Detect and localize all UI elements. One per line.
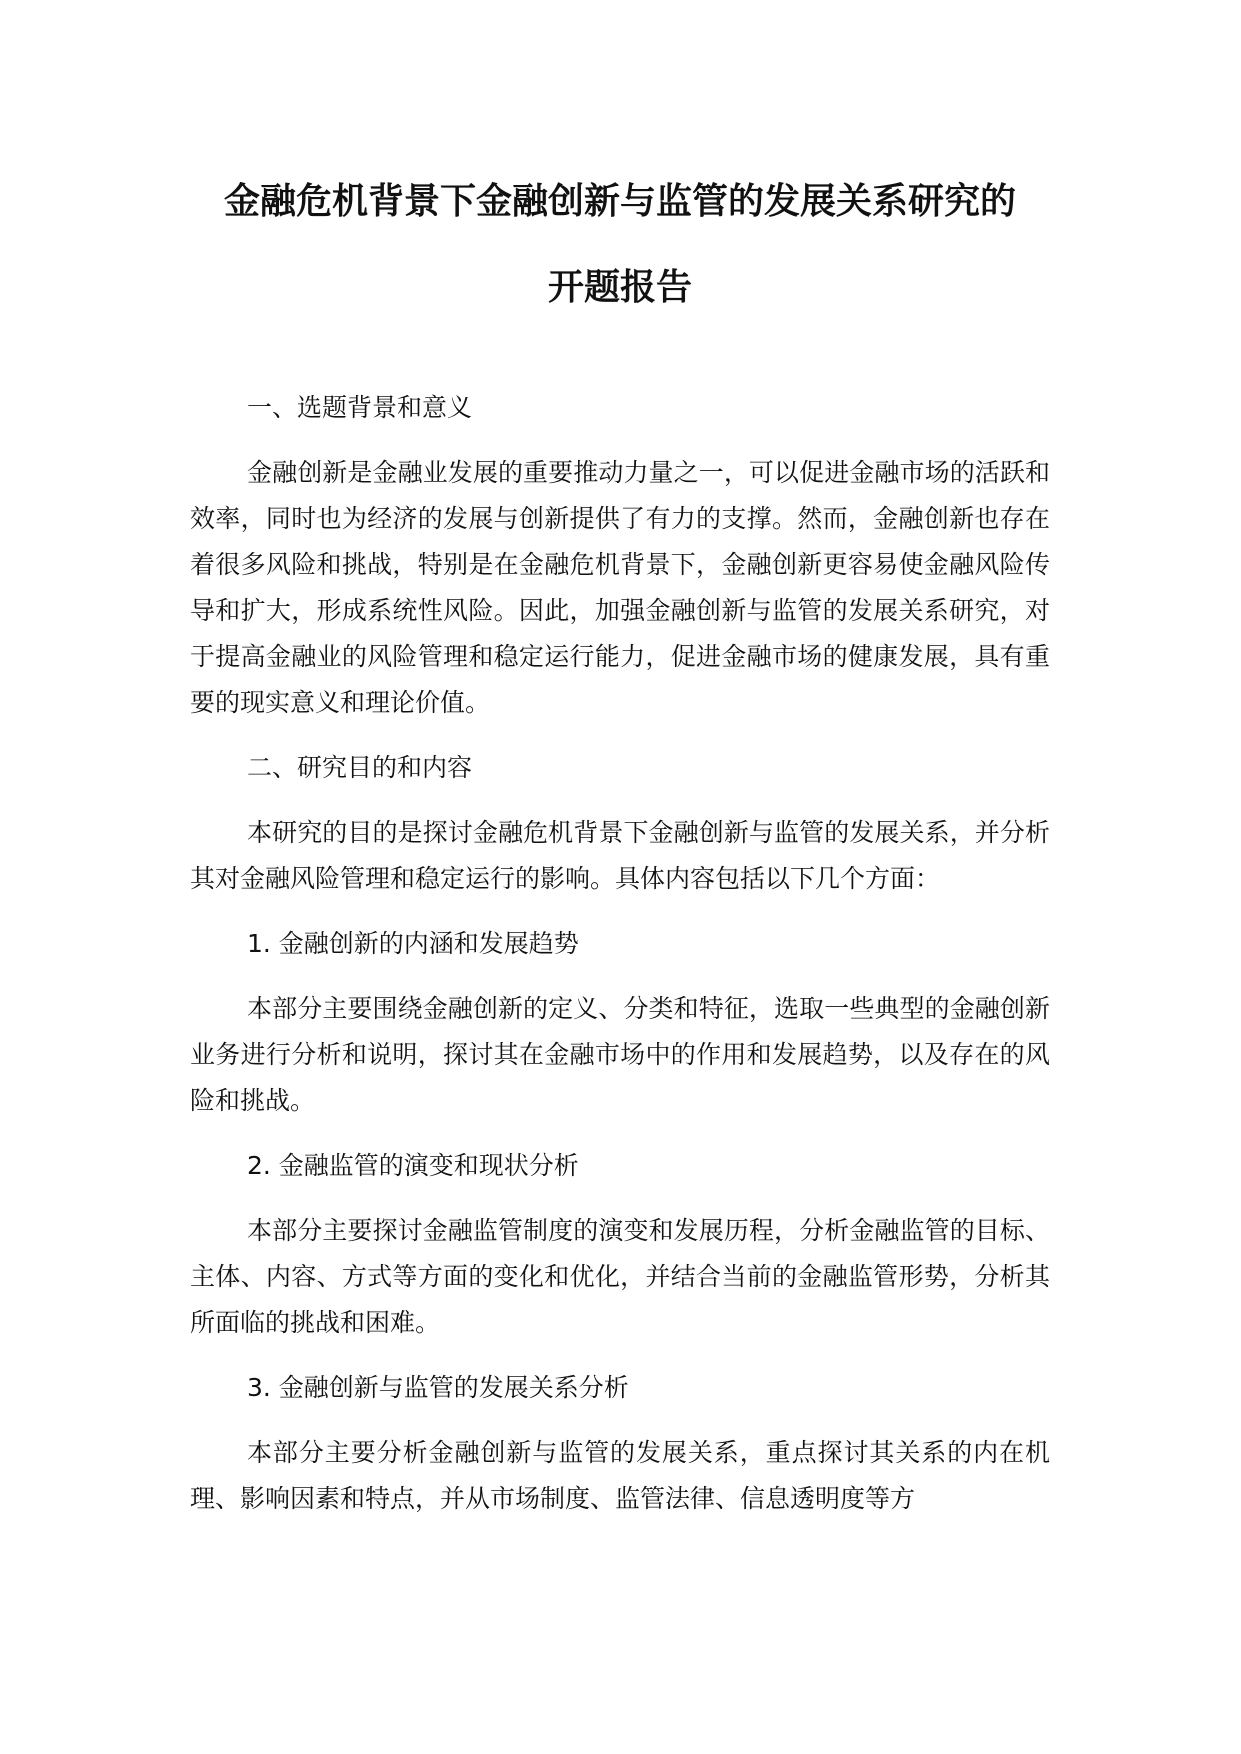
subsection-paragraph-regulation: 本部分主要探讨金融监管制度的演变和发展历程，分析金融监管的目标、主体、内容、方式等方面的变化和优化，并结合当前的金融监管形势，分析其所面临的挑战和困难。 [190, 1216, 1050, 1337]
document-title-line-2: 开题报告 [547, 267, 692, 308]
section-paragraph-objectives: 本研究的目的是探讨金融危机背景下金融创新与监管的发展关系，并分析其对金融风险管理和稳定运行的影响。具体内容包括以下几个方面： [190, 818, 1050, 893]
section-paragraph-background: 金融创新是金融业发展的重要推动力量之一，可以促进金融市场的活跃和效率，同时也为经济的发展与创新提供了有力的支撑。然而，金融创新也存在着很多风险和挑战，特别是在金融危机背景下，金融创新更容易使金融风险传导和扩大，形成系统性风险。因此，加强金融创新与监管的发展关系研究，对于提高金融业的风险管理和稳定运行能力，促进金融市场的健康发展，具有重要的现实意义和理论价值。 [190, 458, 1050, 717]
subsection-heading-relationship: 3. 金融创新与监管的发展关系分析 [247, 1373, 629, 1402]
document-body [190, 385, 1050, 1522]
subsection-paragraph-relationship: 本部分主要分析金融创新与监管的发展关系，重点探讨其关系的内在机理、影响因素和特点，并从市场制度、监管法律、信息透明度等方 [190, 1438, 1050, 1513]
subsection-heading-innovation: 1. 金融创新的内涵和发展趋势 [247, 929, 579, 958]
subsection-heading-regulation: 2. 金融监管的演变和现状分析 [247, 1151, 579, 1180]
document-title-line-1: 金融危机背景下金融创新与监管的发展关系研究的 [223, 181, 1016, 222]
subsection-paragraph-innovation: 本部分主要围绕金融创新的定义、分类和特征，选取一些典型的金融创新业务进行分析和说明，探讨其在金融市场中的作用和发展趋势，以及存在的风险和挑战。 [190, 994, 1050, 1115]
section-heading-objectives: 二、研究目的和内容 [247, 753, 473, 782]
section-heading-background: 一、选题背景和意义 [247, 393, 473, 422]
